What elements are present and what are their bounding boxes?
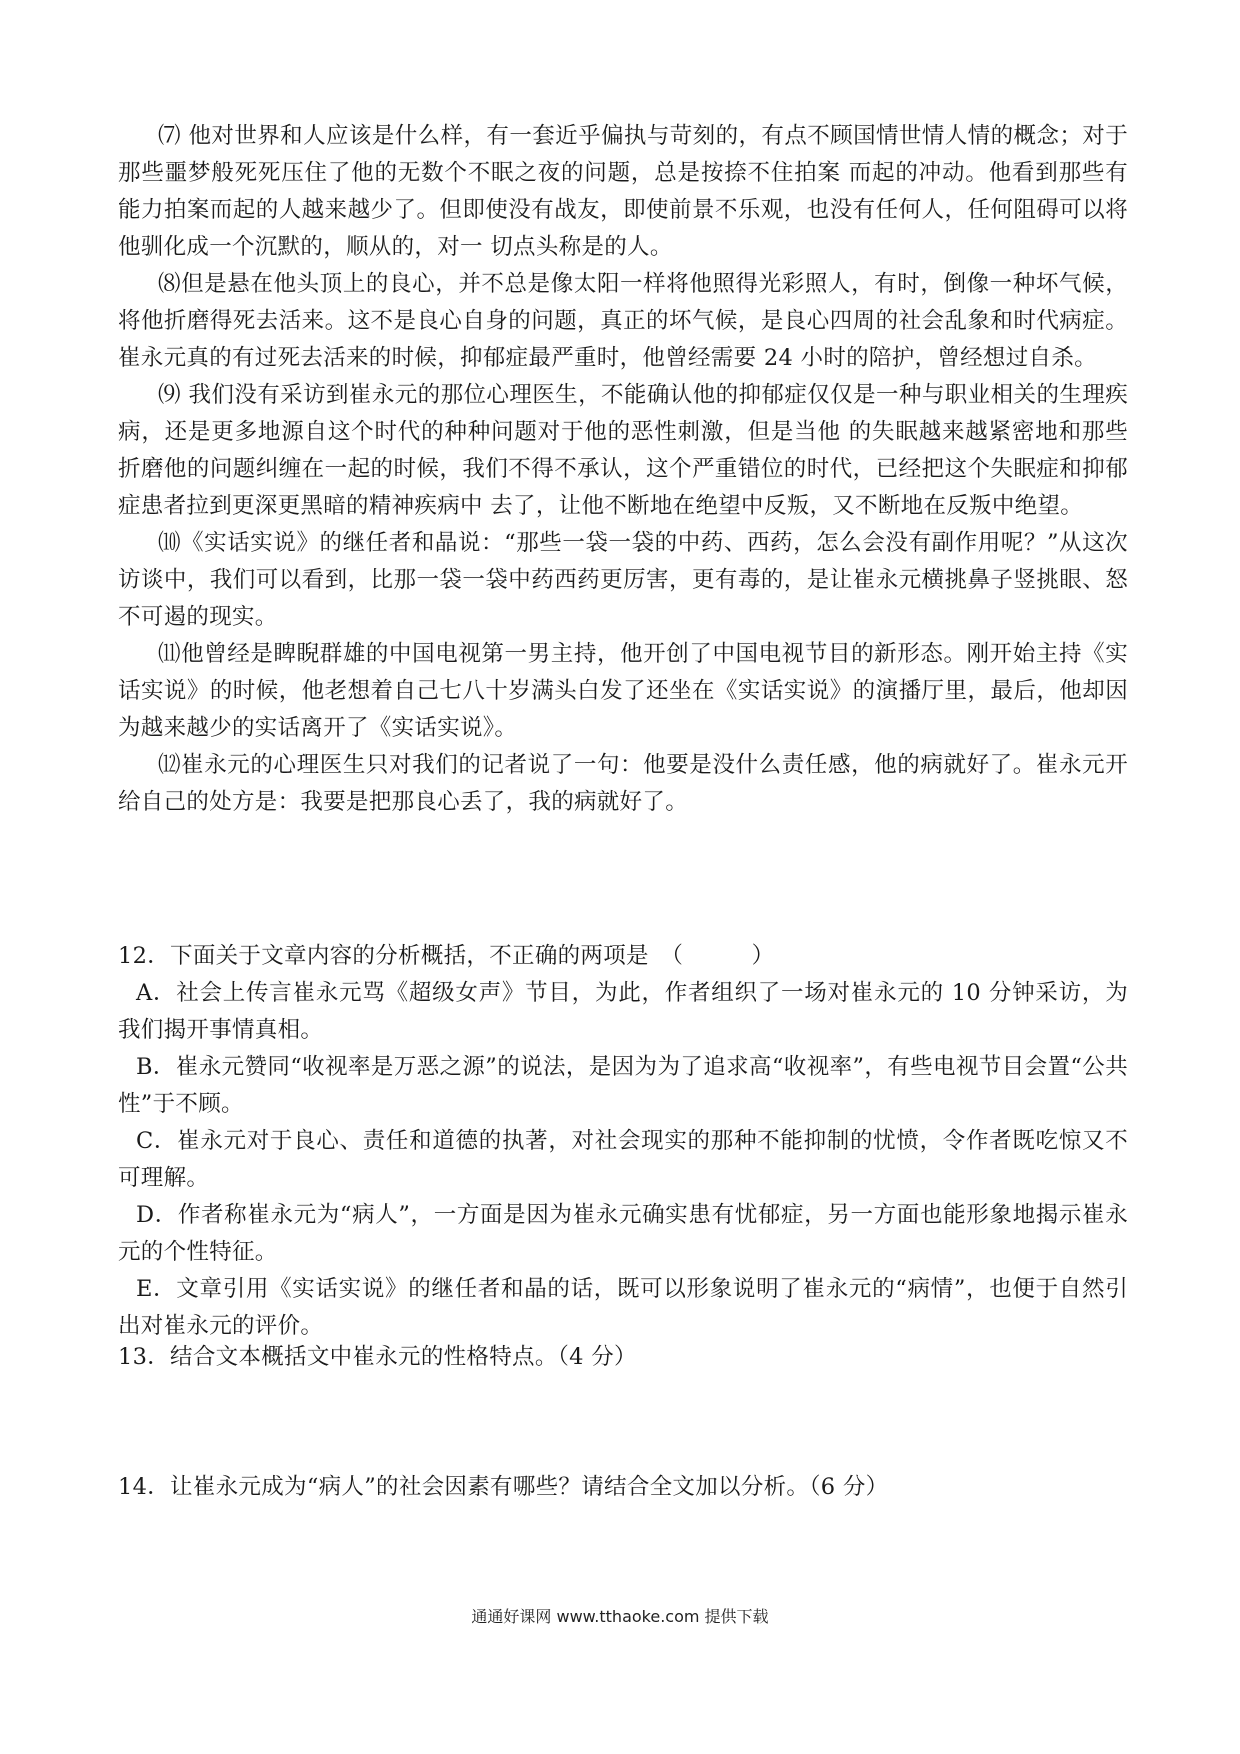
- question-12-stem: 12．下面关于文章内容的分析概括，不正确的两项是 （ ）: [118, 943, 775, 969]
- paragraph-10: ⑽《实话实说》的继任者和晶说：“那些一袋一袋的中药、西药，怎么会没有副作用呢？”从这次访谈中，我们可以看到，比那一袋一袋中药西药更厉害，更有毒的，是让崔永元横挑鼻子竖挑眼、怒不可遏的现实。: [118, 530, 1128, 630]
- paragraph-9: ⑼ 我们没有采访到崔永元的那位心理医生，不能确认他的抑郁症仅仅是一种与职业相关的生理疾病，还是更多地源自这个时代的种种问题对于他的恶性刺激，但是当他 的失眠越来越紧密地和那些折磨他的问题纠缠在一起的时候，我们不得不承认，这个严重错位的时代，已经把这个失眠症和抑郁症患者拉到更深更黑暗的精神疾病中 去了，让他不断地在绝望中反叛，又不断地在反叛中绝望。: [118, 382, 1128, 519]
- paragraph-7: ⑺ 他对世界和人应该是什么样，有一套近乎偏执与苛刻的，有点不顾国情世情人情的概念；对于那些噩梦般死死压住了他的无数个不眠之夜的问题，总是按捺不住拍案 而起的冲动。他看到那些有能力拍案而起的人越来越少了。但即使没有战友，即使前景不乐观，也没有任何人，任何阻碍可以将他驯化成一个沉默的，顺从的，对一 切点头称是的人。: [118, 123, 1128, 260]
- question-13-stem: 13．结合文本概括文中崔永元的性格特点。（4 分）: [118, 1344, 637, 1370]
- question-12-option-a: A．社会上传言崔永元骂《超级女声》节目，为此，作者组织了一场对崔永元的 10 分钟采访，为我们揭开事情真相。: [118, 980, 1128, 1043]
- question-12-option-c: C．崔永元对于良心、责任和道德的执著，对社会现实的那种不能抑制的忧愤，令作者既吃惊又不可理解。: [118, 1128, 1128, 1191]
- question-14-stem: 14．让崔永元成为“病人”的社会因素有哪些？请结合全文加以分析。（6 分）: [118, 1474, 889, 1500]
- question-12-option-e: E．文章引用《实话实说》的继任者和晶的话，既可以形象说明了崔永元的“病情”，也便于自然引出对崔永元的评价。: [118, 1276, 1128, 1339]
- question-12-option-b: B．崔永元赞同“收视率是万恶之源”的说法，是因为为了追求高“收视率”，有些电视节目会置“公共性”于不顾。: [118, 1054, 1128, 1117]
- question-12-block: [118, 938, 1128, 1345]
- paragraph-12: ⑿崔永元的心理医生只对我们的记者说了一句：他要是没什么责任感，他的病就好了。崔永元开给自己的处方是：我要是把那良心丢了，我的病就好了。: [118, 752, 1128, 815]
- question-13-block: [118, 1339, 1128, 1376]
- question-12-option-d: D．作者称崔永元为“病人”，一方面是因为崔永元确实患有忧郁症，另一方面也能形象地揭示崔永元的个性特征。: [118, 1202, 1128, 1265]
- paragraph-11: ⑾他曾经是睥睨群雄的中国电视第一男主持，他开创了中国电视节目的新形态。刚开始主持《实话实说》的时候，他老想着自己七八十岁满头白发了还坐在《实话实说》的演播厅里，最后，他却因为越来越少的实话离开了《实话实说》。: [118, 641, 1128, 741]
- question-14-block: [118, 1469, 1128, 1506]
- paragraph-8: ⑻但是悬在他头顶上的良心，并不总是像太阳一样将他照得光彩照人，有时，倒像一种坏气候，将他折磨得死去活来。这不是良心自身的问题，真正的坏气候，是良心四周的社会乱象和时代病症。崔永元真的有过死去活来的时候，抑郁症最严重时，他曾经需要 24 小时的陪护，曾经想过自杀。: [118, 271, 1128, 371]
- reading-passage: [118, 118, 1128, 821]
- page-footer: 通通好课网 www.tthaoke.com 提供下载: [471, 1607, 769, 1626]
